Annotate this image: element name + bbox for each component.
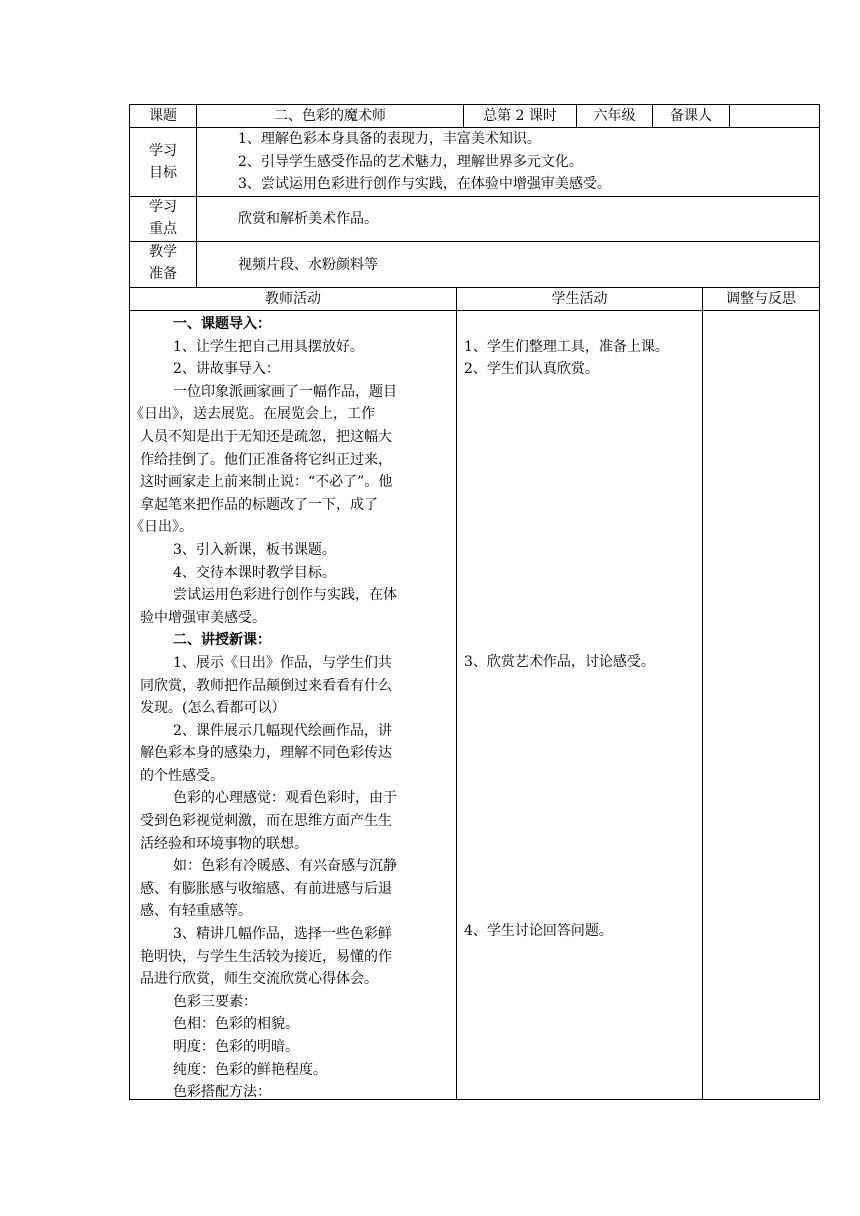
student-line-1: 1、学生们整理工具，准备上课。 <box>464 339 669 355</box>
teacher-line: 《日出》。 <box>130 519 193 536</box>
teacher-line: 解色彩本身的感染力，理解不同色彩传达 <box>140 745 392 762</box>
lesson-title: 二、色彩的魔术师 <box>274 108 386 124</box>
teacher-line: 3、精讲几幅作品，选择一些色彩鲜 <box>173 926 392 943</box>
teacher-line: 受到色彩视觉刺激，而在思维方面产生生 <box>140 813 392 830</box>
lesson-number: 总第 2 课时 <box>483 108 557 124</box>
focus-label-line2: 重点 <box>149 221 177 237</box>
goal-item-1: 1、理解色彩本身具备的表现力，丰富美术知识。 <box>238 131 541 147</box>
preparer-label: 备课人 <box>670 108 712 124</box>
student-line-4: 4、学生讨论回答问题。 <box>464 923 613 939</box>
teacher-line: 纯度：色彩的鲜艳程度。 <box>173 1061 327 1078</box>
teacher-line: 色彩的心理感觉：观看色彩时，由于 <box>173 790 397 807</box>
keti-label: 课题 <box>149 108 177 124</box>
teacher-line: 验中增强审美感受。 <box>140 609 266 626</box>
teacher-line: 人员不知是出于无知还是疏忽，把这幅大 <box>140 428 392 445</box>
section-heading-intro: 一、课题导入： <box>173 316 271 332</box>
teacher-line: 色彩三要素： <box>173 993 257 1010</box>
teacher-line: 色彩搭配方法： <box>173 1084 271 1101</box>
teacher-line: 2、课件展示几幅现代绘画作品，讲 <box>173 722 392 739</box>
prep-label-line2: 准备 <box>149 266 177 282</box>
grade: 六年级 <box>593 108 636 124</box>
teacher-activity-content <box>130 313 452 1104</box>
focus-label-line1: 学习 <box>149 199 177 215</box>
goal-item-2: 2、引导学生感受作品的艺术魅力，理解世界多元文化。 <box>238 154 583 170</box>
goals-label-line2: 目标 <box>149 165 177 181</box>
teacher-line: 感、有轻重感等。 <box>140 903 252 920</box>
teacher-line: 同欣赏，教师把作品颠倒过来看看有什么 <box>140 677 392 694</box>
teacher-line: 发现。(怎么看都可以） <box>140 700 286 717</box>
teacher-line: 4、交待本课时教学目标。 <box>173 564 336 581</box>
teacher-line: 活经验和环境事物的联想。 <box>140 835 308 852</box>
student-activity-header: 学生活动 <box>551 291 608 307</box>
teacher-line: 3、引入新课，板书课题。 <box>173 541 336 558</box>
student-line-2: 2、学生们认真欣赏。 <box>464 361 599 377</box>
reflection-header: 调整与反思 <box>726 291 796 307</box>
teacher-line: 1、展示《日出》作品，与学生们共 <box>173 654 392 671</box>
teacher-line: 作给挂倒了。他们正准备将它纠正过来， <box>140 451 392 468</box>
teacher-line: 这时画家走上前来制止说：“不必了”。他 <box>140 474 393 491</box>
teacher-line: 2、讲故事导入： <box>173 361 280 378</box>
section-heading-new-lesson: 二、讲授新课： <box>173 632 271 649</box>
prep-value: 视频片段、水粉颜料等 <box>238 257 378 273</box>
focus-value: 欣赏和解析美术作品。 <box>238 211 378 227</box>
teacher-line: 拿起笔来把作品的标题改了一下，成了 <box>140 496 378 513</box>
teacher-line: 明度：色彩的明暗。 <box>173 1039 299 1055</box>
prep-label-line1: 教学 <box>149 244 177 260</box>
teacher-line: 如：色彩有冷暖感、有兴奋感与沉静 <box>173 858 397 875</box>
teacher-line: 艳明快，与学生生活较为接近，易懂的作 <box>140 948 392 965</box>
teacher-line: 尝试运用色彩进行创作与实践，在体 <box>173 587 397 604</box>
teacher-line: 色相：色彩的相貌。 <box>173 1016 299 1033</box>
teacher-line: 感、有膨胀感与收缩感、有前进感与后退 <box>140 880 392 897</box>
teacher-line: 品进行欣赏，师生交流欣赏心得体会。 <box>140 971 378 988</box>
teacher-line: 1、让学生把自己用具摆放好。 <box>173 338 364 355</box>
teacher-line: 一位印象派画家画了一幅作品，题目 <box>173 383 397 400</box>
teacher-line: 《日出》，送去展览。在展览会上，工作 <box>130 406 375 423</box>
teacher-line: 的个性感受。 <box>140 767 224 784</box>
teacher-activity-header: 教师活动 <box>265 291 321 307</box>
student-line-3: 3、欣赏艺术作品，讨论感受。 <box>464 654 655 670</box>
goals-label-line1: 学习 <box>149 143 177 159</box>
goal-item-3: 3、尝试运用色彩进行创作与实践，在体验中增强审美感受。 <box>238 176 611 192</box>
